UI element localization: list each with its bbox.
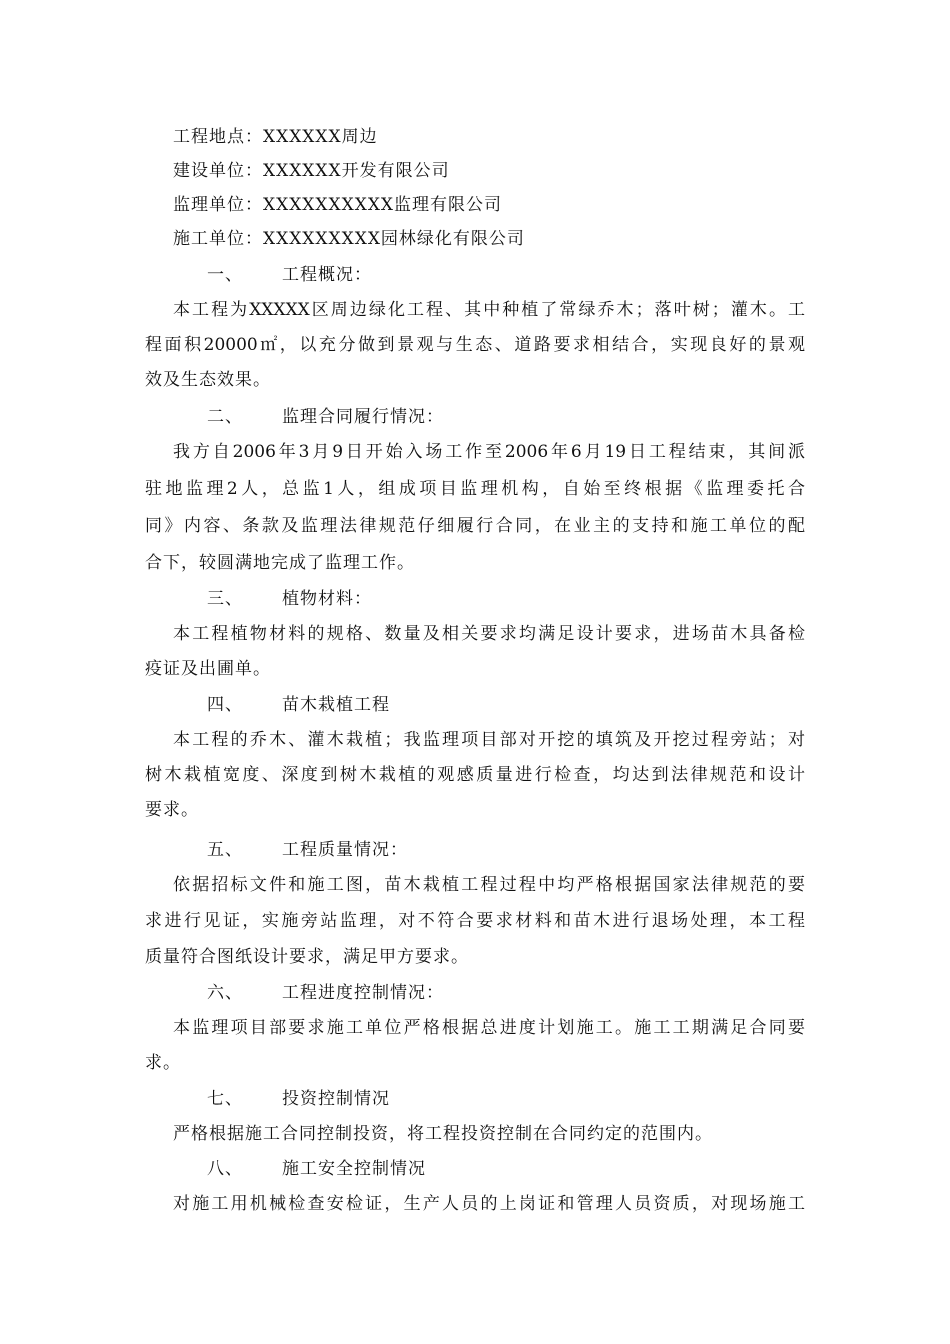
info-value: XXXXXXXXXX监理有限公司 xyxy=(263,195,503,215)
section-number: 三、 xyxy=(207,589,243,609)
section-heading xyxy=(0,258,950,292)
info-value: XXXXXXXXX园林绿化有限公司 xyxy=(263,229,525,249)
paragraph-line: 本工程为XXXXX区周边绿化工程、其中种植了常绿乔木；落叶树；灌木。工 xyxy=(173,300,805,320)
section-heading xyxy=(0,1082,950,1116)
info-line-builder xyxy=(0,154,950,188)
paragraph-line: 严格根据施工合同控制投资，将工程投资控制在合同约定的范围内。 xyxy=(173,1124,713,1144)
paragraph-line: 质量符合图纸设计要求，满足甲方要求。 xyxy=(145,947,469,967)
section-number: 五、 xyxy=(207,840,243,860)
section-heading xyxy=(0,833,950,867)
paragraph-line: 我方自2006年3月9日开始入场工作至2006年6月19日工程结束，其间派 xyxy=(173,442,805,462)
section-heading xyxy=(0,976,950,1010)
info-label: 建设单位： xyxy=(173,161,263,181)
section-number: 一、 xyxy=(207,265,243,285)
section-title: 工程进度控制情况： xyxy=(282,983,444,1003)
section-heading xyxy=(0,400,950,434)
paragraph-line: 驻地监理2人，总监1人，组成项目监理机构，自始至终根据《监理委托合 xyxy=(145,479,805,499)
info-label: 工程地点： xyxy=(173,127,263,147)
section-heading xyxy=(0,582,950,616)
section-title: 工程概况： xyxy=(282,265,372,285)
paragraph-line: 求进行见证，实施旁站监理，对不符合要求材料和苗木进行退场处理，本工程 xyxy=(145,911,805,931)
paragraph-line: 树木栽植宽度、深度到树木栽植的观感质量进行检查，均达到法律规范和设计 xyxy=(145,765,805,785)
section-number: 七、 xyxy=(207,1089,243,1109)
paragraph-line: 疫证及出圃单。 xyxy=(145,659,271,679)
section-title: 监理合同履行情况： xyxy=(282,407,444,427)
paragraph-line: 本监理项目部要求施工单位严格根据总进度计划施工。施工工期满足合同要 xyxy=(173,1018,805,1038)
section-title: 苗木栽植工程 xyxy=(282,695,390,715)
paragraph-line: 合下，较圆满地完成了监理工作。 xyxy=(145,553,415,573)
info-value: XXXXXX开发有限公司 xyxy=(263,161,450,181)
section-number: 四、 xyxy=(207,695,243,715)
paragraph-line: 求。 xyxy=(145,1053,181,1073)
section-title: 植物材料： xyxy=(282,589,372,609)
section-title: 工程质量情况： xyxy=(282,840,408,860)
section-number: 二、 xyxy=(207,407,243,427)
section-heading xyxy=(0,1152,950,1186)
paragraph-line: 本工程植物材料的规格、数量及相关要求均满足设计要求，进场苗木具备检 xyxy=(173,624,805,644)
paragraph-line: 同》内容、条款及监理法律规范仔细履行合同，在业主的支持和施工单位的配 xyxy=(145,516,805,536)
info-label: 监理单位： xyxy=(173,195,263,215)
section-heading xyxy=(0,688,950,722)
paragraph-line: 程面积20000㎡，以充分做到景观与生态、道路要求相结合，实现良好的景观 xyxy=(145,335,805,355)
info-line-contractor xyxy=(0,222,950,256)
info-line-location xyxy=(0,120,950,154)
section-number: 六、 xyxy=(207,983,243,1003)
paragraph-line: 效及生态效果。 xyxy=(145,370,271,390)
section-title: 施工安全控制情况 xyxy=(282,1159,426,1179)
paragraph-line: 依据招标文件和施工图，苗木栽植工程过程中均严格根据国家法律规范的要 xyxy=(173,875,805,895)
paragraph-line: 对施工用机械检查安检证，生产人员的上岗证和管理人员资质，对现场施工 xyxy=(173,1194,805,1214)
section-title: 投资控制情况 xyxy=(282,1089,390,1109)
info-line-supervisor xyxy=(0,188,950,222)
info-value: XXXXXX周边 xyxy=(263,127,378,147)
paragraph-line: 本工程的乔木、灌木栽植；我监理项目部对开挖的填筑及开挖过程旁站；对 xyxy=(173,730,805,750)
info-label: 施工单位： xyxy=(173,229,263,249)
paragraph-line: 要求。 xyxy=(145,800,199,820)
section-number: 八、 xyxy=(207,1159,243,1179)
